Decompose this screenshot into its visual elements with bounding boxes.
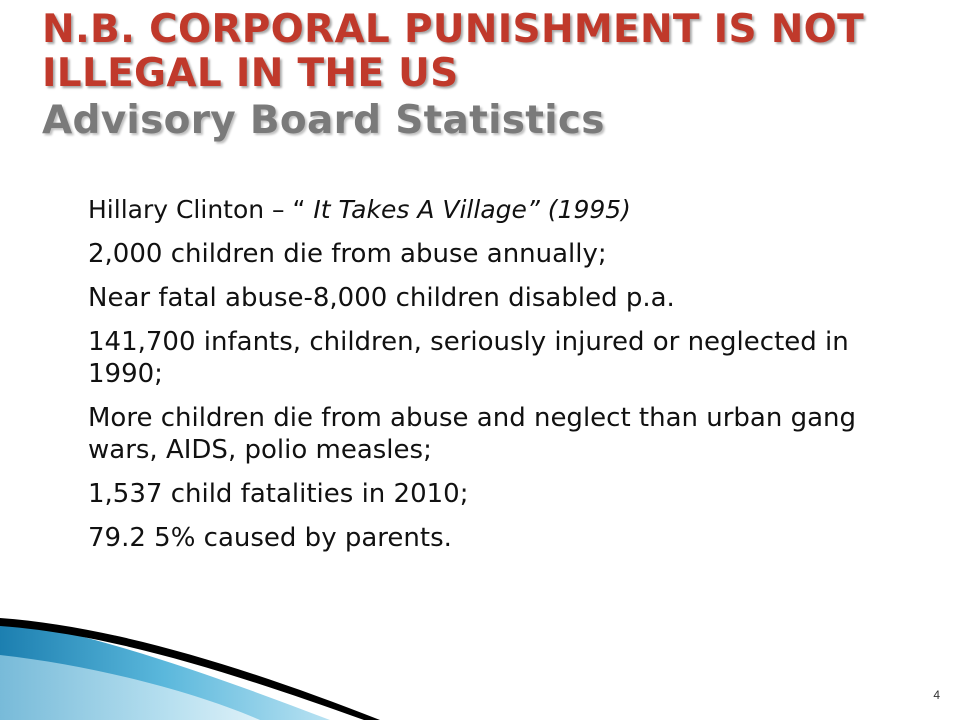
list-item: 79.2 5% caused by parents.: [88, 523, 452, 553]
title-line-main: N.B. CORPORAL PUNISHMENT IS NOT ILLEGAL IN THE US: [42, 7, 865, 97]
slide-title: [42, 8, 942, 143]
list-item: 1,537 child fatalities in 2010;: [88, 479, 469, 509]
list-item: More children die from abuse and neglect than urban gang wars, AIDS, polio measles;: [88, 403, 857, 465]
list-item: 141,700 infants, children, seriously injured or neglected in 1990;: [88, 327, 849, 389]
list-item: 2,000 children die from abuse annually;: [88, 239, 607, 269]
source-book-title: It Takes A Village” (1995): [313, 195, 631, 224]
list-item-source: [88, 194, 908, 226]
decorative-swoosh: [0, 560, 400, 720]
source-author: Hillary Clinton – “: [88, 195, 314, 224]
statistics-list: [88, 194, 908, 566]
list-item: Near fatal abuse-8,000 children disabled p.a.: [88, 283, 675, 313]
page-number: 4: [933, 688, 940, 702]
title-line-subtitle: Advisory Board Statistics: [42, 97, 605, 143]
